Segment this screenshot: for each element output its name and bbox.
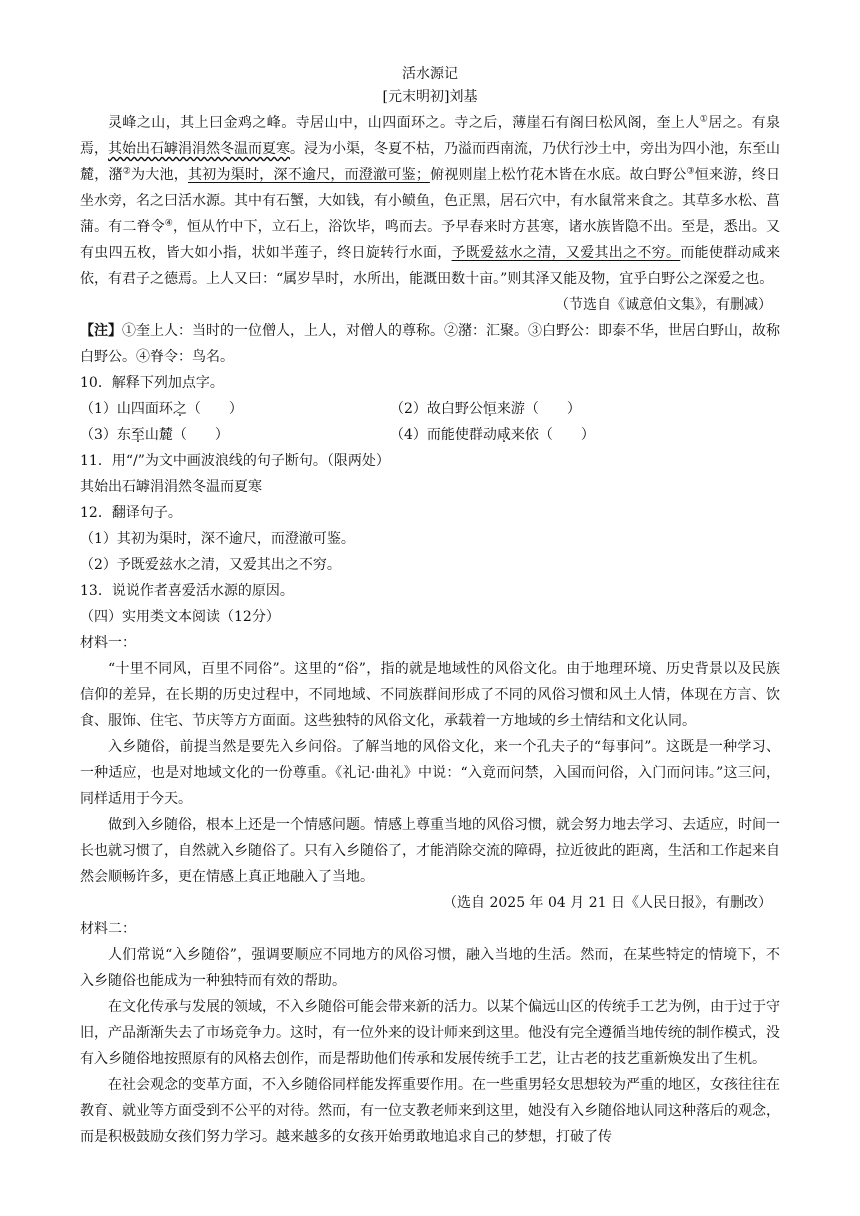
dotted-char: 恒 [482, 401, 497, 417]
note-label: 【注】 [80, 323, 122, 339]
passage-text: 为大池， [131, 167, 189, 183]
question-10: 10．解释下列加点字。 [80, 375, 224, 391]
question-10-row-2 [80, 422, 780, 448]
passage-text: ，恒从竹中下，立石上，浴饮毕，鸣而去。予早春来时方甚寒，诸水族皆隐不出。至是，悉出。又有虫四五枚，皆大如小指，状如半莲子，终日旋转行水面， [80, 219, 781, 261]
material-1-label: 材料一： [80, 635, 136, 651]
passage-body [80, 110, 780, 292]
question-10-item-1: （1）山四面环之（ ） [80, 401, 243, 417]
material-1-paragraph-1: “十里不同风，百里不同俗”。这里的“俗”，指的就是地域性的风俗文化。由于地理环境、历史背景以及民族信仰的差异，在长期的历史过程中，不同地域、不同族群间形成了不同的风俗习惯和风土人情，体现在方言、饮食、服饰、住宅、节庆等方方面面。这些独特的风俗文化，承载着一方地域的乡土情结和文化认同。 [80, 661, 780, 729]
question-10-item-3: （3）东至山麓（ ） [80, 427, 229, 443]
dotted-char: 咸 [496, 427, 511, 443]
underlined-sentence: 其初为渠时，深不逾尺，而澄澈可鉴； [188, 167, 430, 183]
material-2-label: 材料二： [80, 921, 136, 937]
passage-text: 而能使群动咸来依，有君子之德焉。上人又曰：“属岁旱时，水所出，能溉田数十亩。”则其泽又能及物，宜乎白野公之深爱之也。 [80, 245, 781, 287]
material-2-paragraph-1: 人们常说“入乡随俗”，强调要顺应不同地方的风俗习惯，融入当地的生活。然而，在某些特定的情境下，不入乡随俗也能成为一种独特而有效的帮助。 [80, 947, 780, 989]
footnote-mark: ② [122, 166, 132, 177]
question-12-item-2: （2）予既爱兹水之清，又爱其出之不穷。 [80, 557, 341, 573]
footnote-mark: ③ [686, 166, 695, 177]
dotted-char: 之 [172, 401, 187, 417]
question-11-sentence: 其始出石罅涓涓然冬温而夏寒 [80, 479, 262, 495]
passage-text: 。浸为小渠，冬夏不枯，乃溢而西南流，乃伏行沙土中，旁出为四小池，东至山麓，潴 [80, 141, 780, 183]
material-2-paragraph-2: 在文化传承与发展的领域，不入乡随俗可能会带来新的活力。以某个偏远山区的传统手工艺为例，由于过于守旧，产品渐渐失去了市场竞争力。这时，有一位外来的设计师来到这里。他没有完全遵循当地传统的制作模式，没有入乡随俗地按照原有的风格去创作，而是帮助他们传承和发展传统手工艺，让古老的技艺重新焕发出了生机。 [80, 999, 780, 1067]
passage-text: 灵峰之山，其上曰金鸡之峰。寺居山中，山四面环之。寺之后，薄崖石有阁曰松风阁，奎上人 [108, 115, 700, 131]
question-10-row-1 [80, 396, 780, 422]
question-12-item-1: （1）其初为渠时，深不逾尺，而澄澈可鉴。 [80, 531, 355, 547]
dotted-char: 至 [130, 427, 145, 443]
material-2-paragraph-3: 在社会观念的变革方面，不入乡随俗同样能发挥重要作用。在一些重男轻女思想较为严重的地区，女孩往往在教育、就业等方面受到不公平的对待。然而，有一位支教老师来到这里，她没有入乡随俗地认同这种落后的观念，而是积极鼓励女孩们努力学习。越来越多的女孩开始勇敢地追求自己的梦想，打破了传 [80, 1077, 780, 1145]
passage-source: （节选自《诚意伯文集》，有删减） [555, 297, 772, 313]
question-11: 11．用“/”为文中画波浪线的句子断句。（限两处） [80, 453, 390, 469]
passage-author: [元末明初]刘基 [382, 89, 478, 105]
passage-text: 居之。有泉焉， [80, 115, 781, 157]
passage-text: 俯视则崖上松竹花木皆在水底。故白野公 [429, 167, 687, 183]
underlined-sentence: 予既爱兹水之清，又爱其出之不穷。 [451, 245, 681, 261]
note-text: ①奎上人：当时的一位僧人，上人，对僧人的尊称。②潴：汇聚。③白野公：即泰不华，世居白野山，故称白野公。④脊令：鸟名。 [80, 323, 780, 365]
question-10-item-4: （4）而能使群动咸来依（ ） [390, 427, 595, 443]
question-10-item-2: （2）故白野公恒来游（ ） [390, 401, 581, 417]
material-1-paragraph-2: 入乡随俗，前提当然是要先入乡问俗。了解当地的风俗文化，来一个孔夫子的“每事问”。这既是一种学习、一种适应，也是对地域文化的一份尊重。《礼记·曲礼》中说：“入竟而问禁，入国而问俗，入门而问讳。”这三问，同样适用于今天。 [80, 739, 780, 807]
footnote-mark: ④ [164, 218, 173, 229]
question-13: 13．说说作者喜爱活水源的原因。 [80, 583, 294, 599]
footnote-mark: ① [699, 114, 709, 125]
passage-text: 恒来游，终日坐水旁，名之曰活水源。其中有石蟹，大如钱，有小鲼鱼，色正黑，居石穴中，有水鼠常来食之。其草多水松、菖蒲。有二脊令 [80, 167, 781, 235]
passage-title: 活水源记 [402, 66, 458, 82]
section-4-heading: （四）实用类文本阅读（12分） [80, 609, 280, 625]
material-1-paragraph-3: 做到入乡随俗，根本上还是一个情感问题。情感上尊重当地的风俗习惯，就会努力地去学习、去适应，时间一长也就习惯了，自然就入乡随俗了。只有入乡随俗了，才能消除交流的障碍，拉近彼此的距离，生活和工作起来自然会顺畅许多，更在情感上真正地融入了当地。 [80, 817, 780, 885]
passage-notes [80, 318, 780, 370]
question-12: 12．翻译句子。 [80, 505, 182, 521]
document-page [80, 62, 780, 1150]
material-1-source: （选自 2025 年 04 月 21 日《人民日报》，有删改） [443, 895, 772, 911]
wavy-underlined-sentence: 其始出石罅涓涓然冬温而夏寒 [108, 141, 290, 157]
